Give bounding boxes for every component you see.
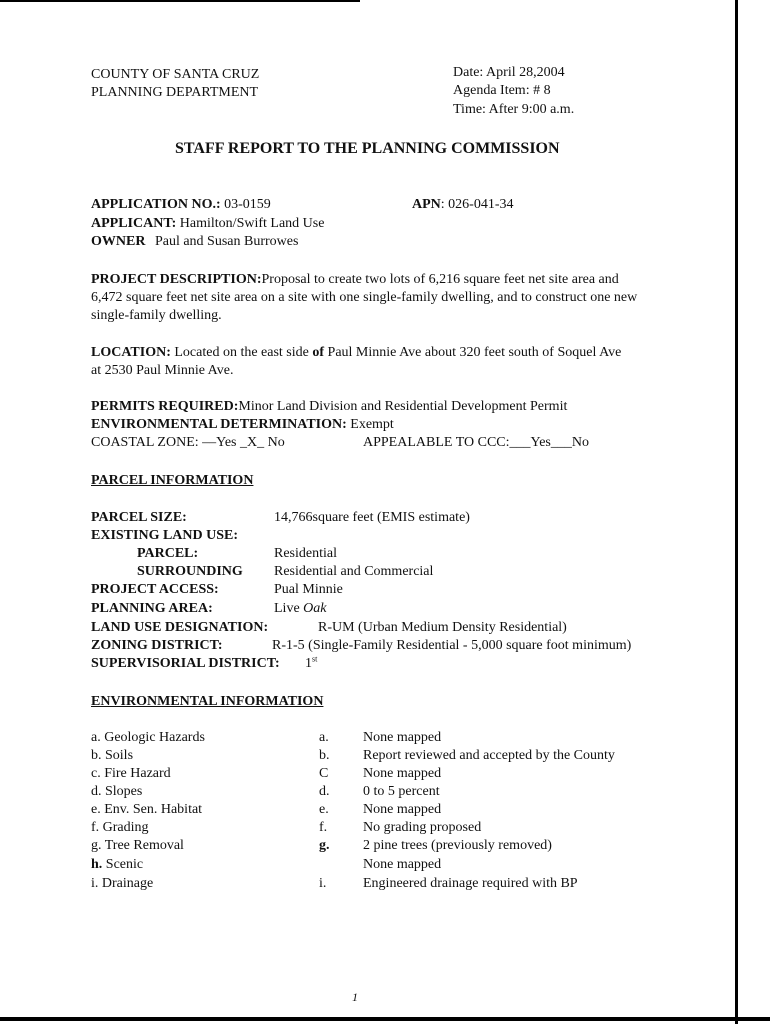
env-value-b: Report reviewed and accepted by the County [363,748,615,763]
env-label-h-letter: h. [91,857,103,872]
env-value-f: No grading proposed [363,820,482,835]
supervisorial-district-value [305,655,317,673]
meeting-time: Time: After 9:00 a.m. [453,102,575,117]
apn-label: APN [412,197,441,212]
location-of: of [312,345,325,360]
supervisorial-district-number: 1 [305,656,312,671]
county-name: COUNTY OF SANTA CRUZ [91,67,260,82]
parcel-size-value: 14,766square feet (EMIS estimate) [274,510,470,525]
env-label-i: i. Drainage [91,876,154,891]
env-label-d: d. Slopes [91,784,143,799]
project-description-line-3: single-family dwelling. [91,308,222,323]
env-label-f: f. Grading [91,820,149,835]
env-label-h [91,856,143,874]
land-use-designation-label: LAND USE DESIGNATION: [91,620,269,635]
parcel-size-label: PARCEL SIZE: [91,510,187,525]
env-value-a: None mapped [363,730,442,745]
location-line-1 [91,344,621,362]
permits-label: PERMITS REQUIRED: [91,399,239,414]
surrounding-value: Residential and Commercial [274,564,434,579]
env-value-g: 2 pine trees (previously removed) [363,838,552,853]
application-number-label: APPLICATION NO.: [91,197,221,212]
project-access-label: PROJECT ACCESS: [91,582,219,597]
env-letter-b: b. [319,748,330,763]
permits-line [91,398,567,416]
env-value-e: None mapped [363,802,442,817]
env-determination-line [91,416,394,434]
appealable-to-ccc: APPEALABLE TO CCC:___Yes___No [363,435,589,450]
env-value-i: Engineered drainage required with BP [363,876,578,891]
env-letter-d: d. [319,784,330,799]
planning-area-value-a: Live [274,601,300,616]
planning-area-label: PLANNING AREA: [91,601,213,616]
project-description-line-1 [91,271,619,289]
env-value-d: 0 to 5 percent [363,784,440,799]
owner-label: OWNER [91,234,146,249]
project-description-line-2: 6,472 square feet net site area on a site with one single-family dwelling, and to construct one new [91,290,638,305]
project-description-label: PROJECT DESCRIPTION: [91,272,262,287]
parcel-label: PARCEL: [137,546,199,561]
permits-value: Minor Land Division and Residential Development Permit [238,399,568,414]
location-label: LOCATION: [91,345,171,360]
supervisorial-district-label: SUPERVISORIAL DISTRICT: [91,656,280,671]
env-value-h: None mapped [363,857,442,872]
env-letter-c: C [319,766,329,781]
application-number-value: 03-0159 [224,197,271,212]
env-determination-label: ENVIRONMENTAL DETERMINATION: [91,417,347,432]
env-letter-g: g. [319,838,330,853]
parcel-information-heading: PARCEL INFORMATION [91,473,254,488]
bottom-edge-rule [0,1017,770,1021]
applicant-value: Hamilton/Swift Land Use [179,216,325,231]
surrounding-label: SURROUNDING [137,564,243,579]
owner-line [91,233,298,251]
env-value-c: None mapped [363,766,442,781]
environmental-information-heading: ENVIRONMENTAL INFORMATION [91,694,324,709]
applicant-label: APPLICANT: [91,216,177,231]
coastal-zone: COASTAL ZONE: ––Yes _X_ No [91,435,285,450]
location-text-a: Located on the east side [174,345,309,360]
env-label-c: c. Fire Hazard [91,766,171,781]
project-access-value: Pual Minnie [274,582,343,597]
applicant-line [91,215,324,233]
parcel-value: Residential [274,546,337,561]
planning-area-value-b: Oak [303,601,327,616]
env-determination-value: Exempt [350,417,394,432]
env-letter-i: i. [319,876,327,891]
zoning-district-label: ZONING DISTRICT: [91,638,223,653]
supervisorial-district-suffix: st [312,654,318,664]
top-rule [0,0,360,2]
right-edge-rule [735,0,738,1024]
env-label-e: e. Env. Sen. Habitat [91,802,203,817]
page-number: 1 [352,990,358,1004]
owner-value: Paul and Susan Burrowes [154,234,299,249]
location-line-2: at 2530 Paul Minnie Ave. [91,363,234,378]
land-use-designation-value: R-UM (Urban Medium Density Residential) [318,620,567,635]
env-letter-a: a. [319,730,329,745]
env-label-g: g. Tree Removal [91,838,184,853]
application-number-line [91,196,271,214]
apn-value: : 026-041-34 [440,197,514,212]
agenda-item: Agenda Item: # 8 [453,83,551,98]
apn-line [412,196,514,214]
page-title: STAFF REPORT TO THE PLANNING COMMISSION [175,140,560,157]
env-label-h-text: Scenic [102,857,144,872]
report-date: Date: April 28,2004 [453,65,565,80]
department-name: PLANNING DEPARTMENT [91,85,259,100]
planning-area-value [274,600,326,618]
env-label-a: a. Geologic Hazards [91,730,205,745]
project-description-text-1: Proposal to create two lots of 6,216 square feet net site area and [261,272,619,287]
existing-land-use-label: EXISTING LAND USE: [91,528,239,543]
env-label-b: b. Soils [91,748,134,763]
env-letter-f: f. [319,820,328,835]
zoning-district-value: R-1-5 (Single-Family Residential - 5,000 square foot minimum) [272,638,632,653]
env-letter-e: e. [319,802,329,817]
location-text-b: Paul Minnie Ave about 320 feet south of Soquel Ave [327,345,622,360]
